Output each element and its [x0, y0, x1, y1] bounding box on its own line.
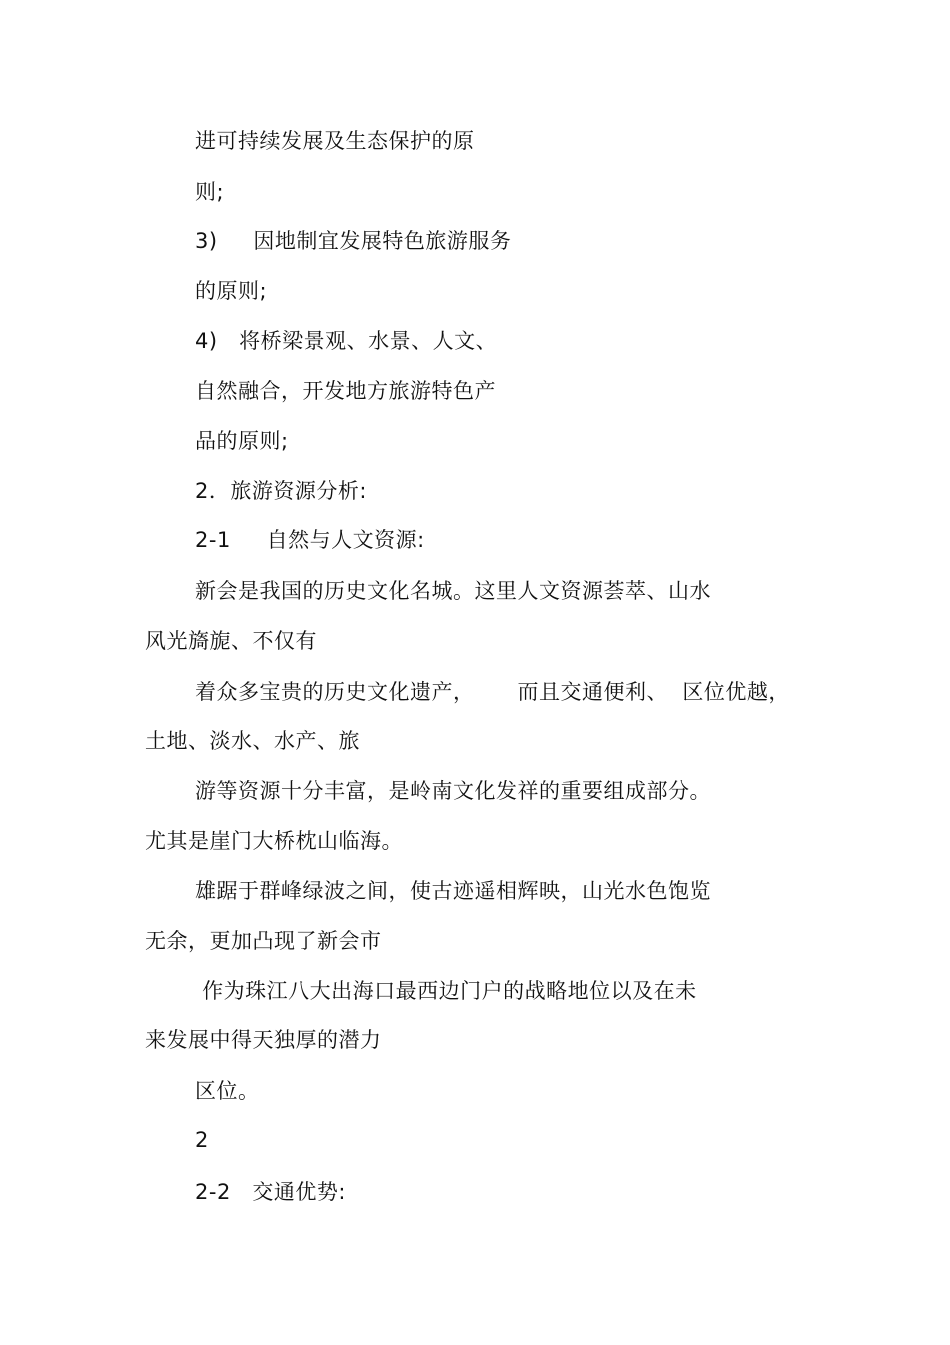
paragraph-line: 尤其是崖门大桥枕山临海。 [145, 829, 403, 853]
paragraph-line: 风光旖旎、不仅有 [145, 629, 317, 653]
text-line: 的原则; [195, 279, 268, 303]
text-line: 品的原则; [195, 429, 289, 453]
subsection-heading: 2-2 交通优势: [195, 1180, 346, 1204]
text-line: 进可持续发展及生态保护的原 [195, 129, 475, 153]
paragraph-line: 来发展中得天独厚的潜力 [145, 1028, 382, 1052]
subsection-heading: 2-1 自然与人文资源: [195, 528, 425, 552]
paragraph-line: 着众多宝贵的历史文化遗产， 而且交通便利、 区位优越， [195, 680, 790, 704]
paragraph-line: 作为珠江八大出海口最西边门户的战略地位以及在未 [195, 979, 697, 1003]
list-item-3: 3) 因地制宜发展特色旅游服务 [195, 229, 512, 253]
paragraph-line: 新会是我国的历史文化名城。这里人文资源荟萃、山水 [195, 579, 711, 603]
paragraph-line: 雄踞于群峰绿波之间，使古迹遥相辉映，山光水色饱览 [195, 879, 711, 903]
section-heading: 2．旅游资源分析: [195, 479, 367, 503]
paragraph-line: 区位。 [195, 1079, 260, 1103]
list-item-4: 4) 将桥梁景观、水景、人文、 [195, 329, 498, 353]
text-line: 自然融合，开发地方旅游特色产 [195, 379, 496, 403]
paragraph-line: 游等资源十分丰富，是岭南文化发祥的重要组成部分。 [195, 779, 711, 803]
page-number: 2 [195, 1128, 209, 1152]
paragraph-line: 无余，更加凸现了新会市 [145, 929, 382, 953]
paragraph-line: 土地、淡水、水产、旅 [145, 729, 360, 753]
text-line: 则; [195, 180, 225, 204]
